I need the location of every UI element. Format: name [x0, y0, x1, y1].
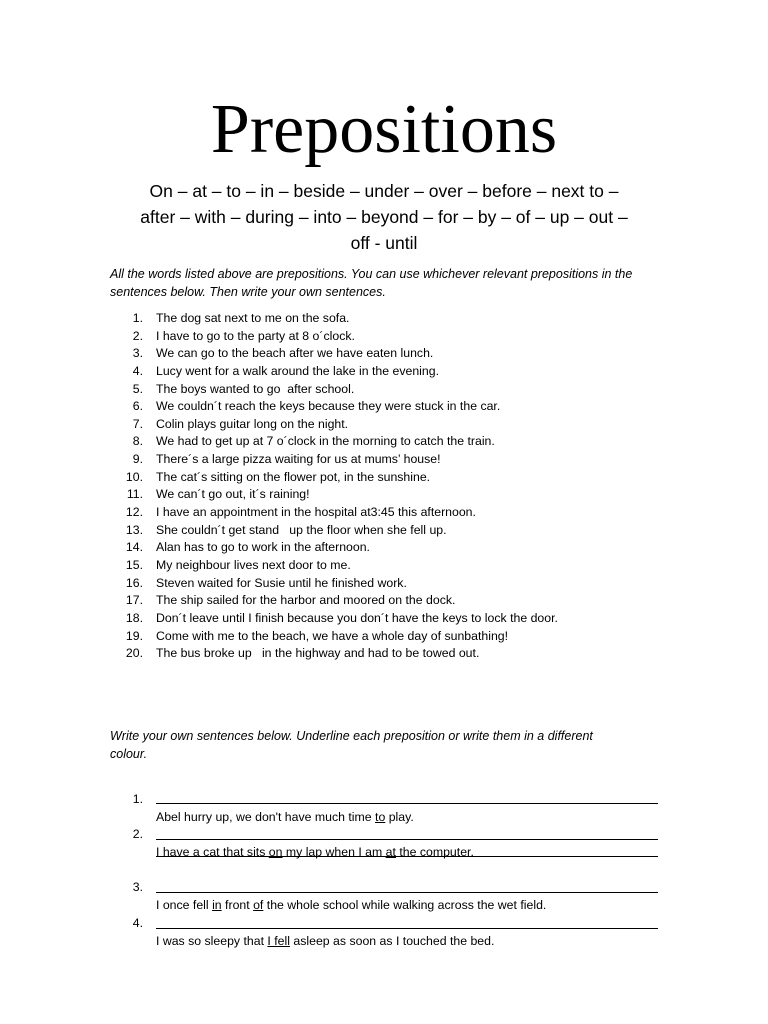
underlined-preposition: to [375, 810, 386, 824]
sentence-list [110, 310, 670, 663]
item-text: Don´t leave until I finish because you don´t have the keys to lock the door. [156, 610, 558, 625]
item-number: 4. [132, 363, 143, 378]
list-item [110, 381, 670, 399]
list-item [110, 628, 670, 646]
underlined-preposition: at [385, 845, 396, 859]
item-number: 13. [125, 522, 143, 537]
item-text: I was so sleepy that I fell asleep as soon as I touched the bed. [156, 934, 495, 948]
item-text: The dog sat next to me on the sofa. [156, 311, 350, 325]
item-text: Colin plays guitar long on the night. [156, 416, 349, 431]
item-text: There´s a large pizza waiting for us at mums’ house! [156, 452, 441, 467]
item-number: 9. [132, 452, 143, 467]
list-item [110, 610, 670, 628]
item-text: Come with me to the beach, we have a whole day of sunbathing! [156, 628, 509, 643]
item-text: The boys wanted to go after school. [156, 381, 355, 396]
item-text: I once fell in front of the whole school while walking across the wet field. [156, 898, 547, 912]
item-text: We can go to the beach after we have eaten lunch. [156, 346, 434, 361]
item-number: 15. [125, 557, 143, 572]
list-item [110, 539, 670, 557]
item-text: Alan has to go to work in the afternoon. [156, 540, 370, 555]
item-number: 1. [132, 792, 143, 806]
list-item [110, 328, 670, 346]
list-item [110, 345, 670, 363]
list-item [110, 433, 670, 451]
list-item [110, 416, 670, 434]
page-title: Prepositions [210, 91, 558, 168]
writing-line [156, 856, 658, 857]
item-number: 19. [125, 628, 143, 643]
item-number: 3. [132, 880, 143, 894]
item-number: 8. [132, 434, 143, 449]
item-text: Steven waited for Susie until he finished work. [156, 575, 407, 590]
item-number: 3. [132, 346, 143, 361]
item-number: 20. [125, 646, 143, 661]
list-item [110, 398, 670, 416]
item-text: The bus broke up in the highway and had to be towed out. [156, 646, 480, 661]
item-number: 16. [125, 575, 143, 590]
item-number: 12. [125, 505, 143, 520]
list-item [110, 451, 670, 469]
word-list-line-1: On – at – to – in – beside – under – over – before – next to – [149, 181, 619, 201]
underlined-preposition: in [212, 898, 222, 912]
item-text: The cat´s sitting on the flower pot, in the sunshine. [156, 469, 431, 484]
list-item [110, 557, 670, 575]
item-text: Lucy went for a walk around the lake in the evening. [156, 363, 440, 378]
writing-line [156, 892, 658, 893]
item-number: 17. [125, 593, 143, 608]
writing-line [156, 803, 658, 804]
own-sentence-item [110, 896, 670, 968]
instructions-2-line-2: colour. [110, 747, 148, 761]
underlined-preposition: I fell [267, 934, 290, 948]
item-number: 18. [125, 610, 143, 625]
item-number: 7. [132, 416, 143, 431]
list-item [110, 310, 670, 328]
instructions-2 [110, 727, 670, 763]
item-text: The ship sailed for the harbor and moored on the dock. [156, 593, 456, 608]
item-text: My neighbour lives next door to me. [156, 557, 351, 572]
item-number: 2. [132, 328, 143, 343]
instructions-1-line-2: sentences below. Then write your own sentences. [110, 285, 386, 299]
instructions-1-line-1: All the words listed above are prepositions. You can use whichever relevant prepositions in the [110, 267, 633, 281]
item-text: I have a cat that sits on my lap when I am at the computer. [156, 845, 474, 859]
item-text: We had to get up at 7 o´clock in the morning to catch the train. [156, 434, 495, 449]
instructions-1 [110, 265, 670, 301]
item-text: I have to go to the party at 8 o´clock. [156, 328, 355, 343]
list-item [110, 575, 670, 593]
item-number: 4. [132, 916, 143, 930]
list-item [110, 363, 670, 381]
writing-line [156, 839, 658, 840]
list-item [110, 504, 670, 522]
list-item [110, 522, 670, 540]
item-number: 1. [132, 311, 143, 325]
item-text: We couldn´t reach the keys because they were stuck in the car. [156, 399, 501, 414]
underlined-preposition: on [268, 845, 283, 859]
word-list-line-3: off - until [350, 233, 418, 253]
item-number: 14. [125, 540, 143, 555]
item-text: She couldn´t get stand up the floor when she fell up. [156, 522, 447, 537]
list-item [110, 592, 670, 610]
underlined-preposition: of [253, 898, 264, 912]
item-number: 6. [132, 399, 143, 414]
item-text: Abel hurry up, we don't have much time to play. [156, 810, 414, 824]
writing-line [156, 928, 658, 929]
item-text: I have an appointment in the hospital at3:45 this afternoon. [156, 505, 476, 520]
instructions-2-line-1: Write your own sentences below. Underline each preposition or write them in a different [110, 729, 593, 743]
item-text: We can´t go out, it´s raining! [156, 487, 310, 502]
item-number: 10. [125, 469, 143, 484]
item-number: 5. [132, 381, 143, 396]
item-number: 11. [126, 487, 143, 502]
list-item [110, 486, 670, 504]
word-list-line-2: after – with – during – into – beyond – for – by – of – up – out – [140, 207, 628, 227]
list-item [110, 645, 670, 663]
list-item [110, 469, 670, 487]
item-number: 2. [132, 827, 143, 841]
